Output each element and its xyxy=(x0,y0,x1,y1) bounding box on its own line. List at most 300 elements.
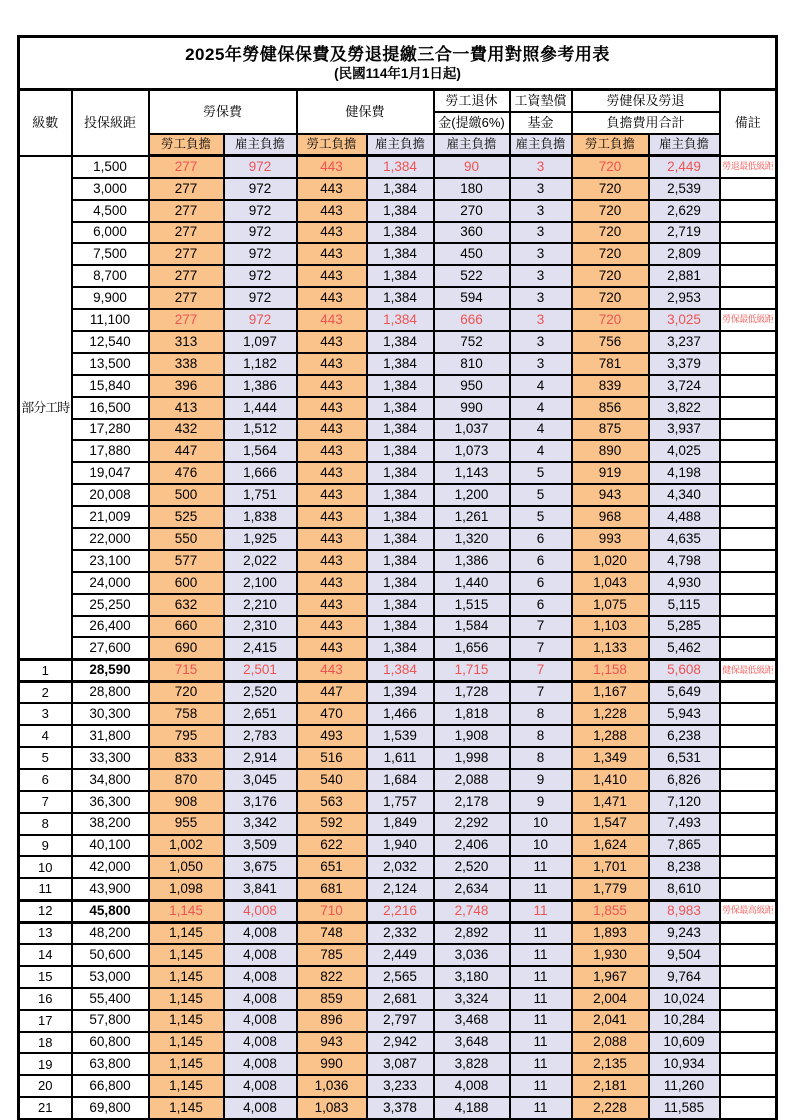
cell-pension-employer: 1,656 xyxy=(434,637,510,659)
cell-note xyxy=(720,791,777,813)
cell-salary: 19,047 xyxy=(72,462,149,484)
cell-total-employee: 2,041 xyxy=(572,1010,649,1032)
cell-wagefund-employer: 3 xyxy=(510,331,572,353)
cell-pension-employer: 2,088 xyxy=(434,769,510,791)
cell-level: 11 xyxy=(19,878,72,900)
header-pension-line2: 金(提繳6%) xyxy=(434,112,510,134)
cell-pension-employer: 1,386 xyxy=(434,550,510,572)
cell-health-employee: 443 xyxy=(297,637,367,659)
cell-labor-employee: 396 xyxy=(149,375,224,397)
subheader-health-employer: 雇主負擔 xyxy=(367,134,434,156)
cell-total-employee: 2,228 xyxy=(572,1097,649,1119)
cell-pension-employer: 4,008 xyxy=(434,1075,510,1097)
cell-labor-employee: 413 xyxy=(149,397,224,419)
cell-total-employee: 1,547 xyxy=(572,813,649,835)
cell-labor-employee: 1,002 xyxy=(149,835,224,857)
cell-level: 7 xyxy=(19,791,72,813)
table-row xyxy=(19,791,777,813)
cell-pension-employer: 3,828 xyxy=(434,1053,510,1075)
cell-labor-employer: 972 xyxy=(224,309,297,331)
cell-labor-employee: 1,098 xyxy=(149,878,224,900)
cell-pension-employer: 2,292 xyxy=(434,813,510,835)
cell-salary: 60,800 xyxy=(72,1032,149,1054)
table-row xyxy=(19,353,777,375)
header-wage-fund-line2: 基金 xyxy=(510,112,572,134)
cell-salary: 3,000 xyxy=(72,178,149,200)
cell-pension-employer: 450 xyxy=(434,243,510,265)
cell-note xyxy=(720,287,777,309)
cell-labor-employee: 795 xyxy=(149,725,224,747)
table-row xyxy=(19,156,777,178)
cell-health-employee: 443 xyxy=(297,572,367,594)
cell-total-employer: 2,629 xyxy=(649,200,720,222)
cell-health-employer: 1,384 xyxy=(367,200,434,222)
cell-total-employee: 720 xyxy=(572,178,649,200)
cell-labor-employer: 3,176 xyxy=(224,791,297,813)
cell-labor-employee: 870 xyxy=(149,769,224,791)
cell-total-employee: 720 xyxy=(572,222,649,244)
cell-labor-employee: 600 xyxy=(149,572,224,594)
cell-wagefund-employer: 9 xyxy=(510,769,572,791)
cell-pension-employer: 2,178 xyxy=(434,791,510,813)
cell-health-employer: 2,449 xyxy=(367,944,434,966)
cell-total-employer: 2,953 xyxy=(649,287,720,309)
cell-health-employee: 748 xyxy=(297,922,367,944)
cell-labor-employee: 277 xyxy=(149,265,224,287)
cell-health-employer: 3,378 xyxy=(367,1097,434,1119)
cell-health-employer: 1,384 xyxy=(367,353,434,375)
cell-wagefund-employer: 7 xyxy=(510,659,572,681)
cell-total-employee: 720 xyxy=(572,265,649,287)
subheader-labor-employee: 勞工負擔 xyxy=(149,134,224,156)
cell-salary: 28,800 xyxy=(72,681,149,703)
cell-wagefund-employer: 4 xyxy=(510,375,572,397)
cell-labor-employee: 833 xyxy=(149,747,224,769)
cell-total-employer: 9,243 xyxy=(649,922,720,944)
cell-labor-employee: 277 xyxy=(149,287,224,309)
cell-wagefund-employer: 11 xyxy=(510,900,572,922)
cell-wagefund-employer: 6 xyxy=(510,594,572,616)
cell-health-employee: 1,036 xyxy=(297,1075,367,1097)
cell-labor-employer: 1,925 xyxy=(224,528,297,550)
cell-labor-employer: 3,342 xyxy=(224,813,297,835)
cell-health-employer: 2,216 xyxy=(367,900,434,922)
cell-total-employee: 1,624 xyxy=(572,835,649,857)
cell-health-employee: 710 xyxy=(297,900,367,922)
cell-total-employee: 1,701 xyxy=(572,856,649,878)
cell-labor-employee: 447 xyxy=(149,440,224,462)
cell-total-employee: 1,349 xyxy=(572,747,649,769)
cell-health-employer: 1,384 xyxy=(367,440,434,462)
cell-total-employee: 1,930 xyxy=(572,944,649,966)
subheader-pension-employer: 雇主負擔 xyxy=(434,134,510,156)
cell-note xyxy=(720,703,777,725)
table-row xyxy=(19,594,777,616)
cell-wagefund-employer: 3 xyxy=(510,243,572,265)
cell-labor-employer: 4,008 xyxy=(224,1097,297,1119)
cell-labor-employee: 690 xyxy=(149,637,224,659)
cell-labor-employee: 277 xyxy=(149,243,224,265)
cell-labor-employer: 2,783 xyxy=(224,725,297,747)
cell-labor-employer: 2,520 xyxy=(224,681,297,703)
cell-health-employee: 943 xyxy=(297,1032,367,1054)
cell-total-employer: 6,826 xyxy=(649,769,720,791)
cell-labor-employee: 277 xyxy=(149,200,224,222)
cell-health-employee: 443 xyxy=(297,419,367,441)
table-row xyxy=(19,1097,777,1119)
header-pension-line1: 勞工退休 xyxy=(434,90,510,113)
cell-total-employer: 7,865 xyxy=(649,835,720,857)
cell-salary: 17,280 xyxy=(72,419,149,441)
cell-labor-employer: 972 xyxy=(224,200,297,222)
cell-total-employee: 839 xyxy=(572,375,649,397)
cell-note xyxy=(720,594,777,616)
table-row xyxy=(19,835,777,857)
cell-labor-employee: 550 xyxy=(149,528,224,550)
cell-health-employee: 540 xyxy=(297,769,367,791)
cell-level: 19 xyxy=(19,1053,72,1075)
table-row xyxy=(19,331,777,353)
cell-pension-employer: 522 xyxy=(434,265,510,287)
cell-wagefund-employer: 6 xyxy=(510,572,572,594)
cell-salary: 36,300 xyxy=(72,791,149,813)
cell-note xyxy=(720,1053,777,1075)
cell-health-employer: 1,757 xyxy=(367,791,434,813)
cell-note xyxy=(720,440,777,462)
cell-health-employee: 470 xyxy=(297,703,367,725)
cell-health-employer: 1,684 xyxy=(367,769,434,791)
cell-wagefund-employer: 3 xyxy=(510,178,572,200)
cell-salary: 55,400 xyxy=(72,988,149,1010)
cell-total-employer: 6,531 xyxy=(649,747,720,769)
table-row xyxy=(19,922,777,944)
table-row xyxy=(19,243,777,265)
table-row xyxy=(19,287,777,309)
cell-wagefund-employer: 7 xyxy=(510,637,572,659)
cell-labor-employer: 2,501 xyxy=(224,659,297,681)
cell-labor-employee: 277 xyxy=(149,178,224,200)
cell-pension-employer: 2,634 xyxy=(434,878,510,900)
table-row xyxy=(19,659,777,681)
cell-labor-employee: 660 xyxy=(149,616,224,638)
cell-note xyxy=(720,550,777,572)
reference-table-wrap xyxy=(17,35,775,1120)
cell-health-employer: 1,384 xyxy=(367,331,434,353)
cell-pension-employer: 90 xyxy=(434,156,510,178)
cell-total-employer: 8,983 xyxy=(649,900,720,922)
cell-note xyxy=(720,572,777,594)
subheader-wage-fund-employer: 雇主負擔 xyxy=(510,134,572,156)
table-row xyxy=(19,484,777,506)
cell-total-employee: 1,288 xyxy=(572,725,649,747)
cell-total-employer: 9,764 xyxy=(649,966,720,988)
cell-salary: 21,009 xyxy=(72,506,149,528)
subheader-labor-employer: 雇主負擔 xyxy=(224,134,297,156)
cell-total-employee: 919 xyxy=(572,462,649,484)
cell-note xyxy=(720,200,777,222)
cell-health-employee: 443 xyxy=(297,397,367,419)
cell-labor-employer: 4,008 xyxy=(224,1032,297,1054)
cell-note xyxy=(720,769,777,791)
table-row xyxy=(19,703,777,725)
cell-wagefund-employer: 11 xyxy=(510,922,572,944)
cell-health-employer: 1,384 xyxy=(367,616,434,638)
cell-total-employer: 3,379 xyxy=(649,353,720,375)
cell-total-employee: 1,020 xyxy=(572,550,649,572)
cell-note xyxy=(720,397,777,419)
cell-total-employee: 1,075 xyxy=(572,594,649,616)
cell-health-employer: 1,384 xyxy=(367,594,434,616)
cell-labor-employer: 3,509 xyxy=(224,835,297,857)
cell-health-employer: 2,565 xyxy=(367,966,434,988)
cell-health-employer: 1,394 xyxy=(367,681,434,703)
cell-salary: 45,800 xyxy=(72,900,149,922)
table-row xyxy=(19,550,777,572)
cell-health-employee: 443 xyxy=(297,309,367,331)
cell-wagefund-employer: 5 xyxy=(510,484,572,506)
cell-health-employee: 443 xyxy=(297,659,367,681)
cell-total-employee: 875 xyxy=(572,419,649,441)
cell-wagefund-employer: 3 xyxy=(510,353,572,375)
cell-note xyxy=(720,944,777,966)
cell-salary: 57,800 xyxy=(72,1010,149,1032)
cell-labor-employee: 1,145 xyxy=(149,1075,224,1097)
cell-level: 20 xyxy=(19,1075,72,1097)
cell-total-employee: 1,133 xyxy=(572,637,649,659)
cell-total-employee: 2,004 xyxy=(572,988,649,1010)
cell-labor-employer: 2,914 xyxy=(224,747,297,769)
cell-note xyxy=(720,747,777,769)
cell-salary: 11,100 xyxy=(72,309,149,331)
cell-salary: 33,300 xyxy=(72,747,149,769)
cell-note xyxy=(720,353,777,375)
cell-health-employee: 443 xyxy=(297,484,367,506)
cell-wagefund-employer: 3 xyxy=(510,265,572,287)
cell-pension-employer: 1,143 xyxy=(434,462,510,484)
cell-wagefund-employer: 6 xyxy=(510,528,572,550)
table-row xyxy=(19,637,777,659)
table-row xyxy=(19,944,777,966)
cell-health-employee: 443 xyxy=(297,594,367,616)
cell-salary: 31,800 xyxy=(72,725,149,747)
subheader-total-employee: 勞工負擔 xyxy=(572,134,649,156)
cell-total-employee: 943 xyxy=(572,484,649,506)
cell-total-employer: 3,724 xyxy=(649,375,720,397)
cell-total-employee: 1,103 xyxy=(572,616,649,638)
cell-level: 13 xyxy=(19,922,72,944)
cell-health-employer: 3,233 xyxy=(367,1075,434,1097)
cell-labor-employee: 955 xyxy=(149,813,224,835)
cell-pension-employer: 990 xyxy=(434,397,510,419)
cell-labor-employee: 1,145 xyxy=(149,900,224,922)
cell-pension-employer: 1,261 xyxy=(434,506,510,528)
cell-note xyxy=(720,856,777,878)
cell-health-employer: 1,384 xyxy=(367,156,434,178)
cell-labor-employer: 3,841 xyxy=(224,878,297,900)
cell-health-employer: 3,087 xyxy=(367,1053,434,1075)
header-row-1 xyxy=(19,90,777,113)
cell-labor-employee: 313 xyxy=(149,331,224,353)
cell-total-employer: 2,449 xyxy=(649,156,720,178)
table-row xyxy=(19,988,777,1010)
cell-labor-employer: 2,022 xyxy=(224,550,297,572)
cell-health-employee: 443 xyxy=(297,265,367,287)
cell-health-employee: 896 xyxy=(297,1010,367,1032)
header-level: 級數 xyxy=(19,90,72,156)
table-row xyxy=(19,572,777,594)
cell-pension-employer: 1,320 xyxy=(434,528,510,550)
table-row xyxy=(19,178,777,200)
cell-labor-employer: 4,008 xyxy=(224,1010,297,1032)
table-row xyxy=(19,769,777,791)
cell-pension-employer: 1,200 xyxy=(434,484,510,506)
cell-health-employee: 443 xyxy=(297,353,367,375)
cell-wagefund-employer: 11 xyxy=(510,1075,572,1097)
cell-labor-employer: 4,008 xyxy=(224,1053,297,1075)
subheader-total-employer: 雇主負擔 xyxy=(649,134,720,156)
cell-labor-employee: 476 xyxy=(149,462,224,484)
cell-labor-employer: 4,008 xyxy=(224,900,297,922)
cell-wagefund-employer: 9 xyxy=(510,791,572,813)
cell-health-employee: 443 xyxy=(297,222,367,244)
cell-note xyxy=(720,265,777,287)
table-row xyxy=(19,856,777,878)
table-row xyxy=(19,222,777,244)
cell-salary: 24,000 xyxy=(72,572,149,594)
cell-note xyxy=(720,462,777,484)
cell-level: 12 xyxy=(19,900,72,922)
cell-total-employer: 4,488 xyxy=(649,506,720,528)
cell-level: 10 xyxy=(19,856,72,878)
cell-salary: 6,000 xyxy=(72,222,149,244)
table-row xyxy=(19,966,777,988)
cell-total-employer: 7,120 xyxy=(649,791,720,813)
cell-salary: 28,590 xyxy=(72,659,149,681)
cell-health-employee: 443 xyxy=(297,156,367,178)
cell-salary: 27,600 xyxy=(72,637,149,659)
cell-labor-employer: 4,008 xyxy=(224,966,297,988)
cell-wagefund-employer: 10 xyxy=(510,835,572,857)
cell-salary: 16,500 xyxy=(72,397,149,419)
cell-labor-employer: 1,097 xyxy=(224,331,297,353)
cell-labor-employer: 972 xyxy=(224,287,297,309)
cell-pension-employer: 2,406 xyxy=(434,835,510,857)
cell-wagefund-employer: 11 xyxy=(510,1097,572,1119)
cell-note xyxy=(720,331,777,353)
table-row xyxy=(19,397,777,419)
cell-total-employer: 4,930 xyxy=(649,572,720,594)
cell-level: 4 xyxy=(19,725,72,747)
table-row xyxy=(19,900,777,922)
cell-labor-employee: 338 xyxy=(149,353,224,375)
cell-pension-employer: 3,180 xyxy=(434,966,510,988)
cell-total-employee: 1,967 xyxy=(572,966,649,988)
cell-health-employer: 1,384 xyxy=(367,287,434,309)
cell-note xyxy=(720,681,777,703)
cell-pension-employer: 810 xyxy=(434,353,510,375)
cell-salary: 26,400 xyxy=(72,616,149,638)
cell-health-employer: 1,384 xyxy=(367,243,434,265)
cell-note xyxy=(720,616,777,638)
cell-total-employer: 4,635 xyxy=(649,528,720,550)
table-row xyxy=(19,1053,777,1075)
cell-labor-employer: 972 xyxy=(224,265,297,287)
cell-note xyxy=(720,506,777,528)
cell-labor-employee: 277 xyxy=(149,222,224,244)
cell-salary: 53,000 xyxy=(72,966,149,988)
cell-level: 1 xyxy=(19,659,72,681)
cell-total-employer: 11,585 xyxy=(649,1097,720,1119)
cell-health-employer: 1,849 xyxy=(367,813,434,835)
table-row xyxy=(19,1075,777,1097)
cell-wagefund-employer: 11 xyxy=(510,878,572,900)
cell-total-employer: 2,539 xyxy=(649,178,720,200)
cell-health-employee: 443 xyxy=(297,331,367,353)
header-salary-bracket: 投保級距 xyxy=(72,90,149,156)
cell-total-employee: 720 xyxy=(572,243,649,265)
cell-labor-employee: 432 xyxy=(149,419,224,441)
cell-salary: 22,000 xyxy=(72,528,149,550)
cell-wagefund-employer: 11 xyxy=(510,966,572,988)
cell-salary: 43,900 xyxy=(72,878,149,900)
cell-labor-employee: 1,145 xyxy=(149,922,224,944)
table-row xyxy=(19,528,777,550)
cell-total-employer: 2,881 xyxy=(649,265,720,287)
cell-pension-employer: 1,073 xyxy=(434,440,510,462)
cell-note xyxy=(720,1075,777,1097)
cell-level: 16 xyxy=(19,988,72,1010)
cell-health-employer: 1,384 xyxy=(367,637,434,659)
cell-salary: 42,000 xyxy=(72,856,149,878)
table-row xyxy=(19,616,777,638)
cell-labor-employee: 577 xyxy=(149,550,224,572)
cell-total-employer: 4,340 xyxy=(649,484,720,506)
cell-total-employer: 10,284 xyxy=(649,1010,720,1032)
cell-pension-employer: 594 xyxy=(434,287,510,309)
cell-health-employer: 1,384 xyxy=(367,178,434,200)
cell-level: 9 xyxy=(19,835,72,857)
cell-labor-employer: 4,008 xyxy=(224,922,297,944)
table-row xyxy=(19,419,777,441)
header-labor-insurance: 勞保費 xyxy=(149,90,297,135)
cell-health-employer: 1,384 xyxy=(367,397,434,419)
cell-health-employer: 1,384 xyxy=(367,265,434,287)
cell-labor-employer: 972 xyxy=(224,178,297,200)
page-subtitle: (民國114年1月1日起) xyxy=(334,66,461,82)
cell-note xyxy=(720,922,777,944)
cell-salary: 20,008 xyxy=(72,484,149,506)
cell-labor-employee: 1,145 xyxy=(149,966,224,988)
cell-pension-employer: 180 xyxy=(434,178,510,200)
cell-health-employee: 859 xyxy=(297,988,367,1010)
cell-total-employee: 1,471 xyxy=(572,791,649,813)
cell-total-employee: 720 xyxy=(572,156,649,178)
cell-labor-employee: 1,145 xyxy=(149,1032,224,1054)
cell-labor-employee: 1,050 xyxy=(149,856,224,878)
cell-wagefund-employer: 11 xyxy=(510,988,572,1010)
table-row xyxy=(19,1032,777,1054)
cell-level: 21 xyxy=(19,1097,72,1119)
cell-pension-employer: 1,715 xyxy=(434,659,510,681)
cell-total-employer: 3,937 xyxy=(649,419,720,441)
cell-pension-employer: 3,648 xyxy=(434,1032,510,1054)
cell-wagefund-employer: 7 xyxy=(510,681,572,703)
header-wage-fund-line1: 工資墊償 xyxy=(510,90,572,113)
cell-wagefund-employer: 3 xyxy=(510,200,572,222)
cell-labor-employee: 720 xyxy=(149,681,224,703)
cell-health-employer: 2,032 xyxy=(367,856,434,878)
cell-health-employee: 622 xyxy=(297,835,367,857)
